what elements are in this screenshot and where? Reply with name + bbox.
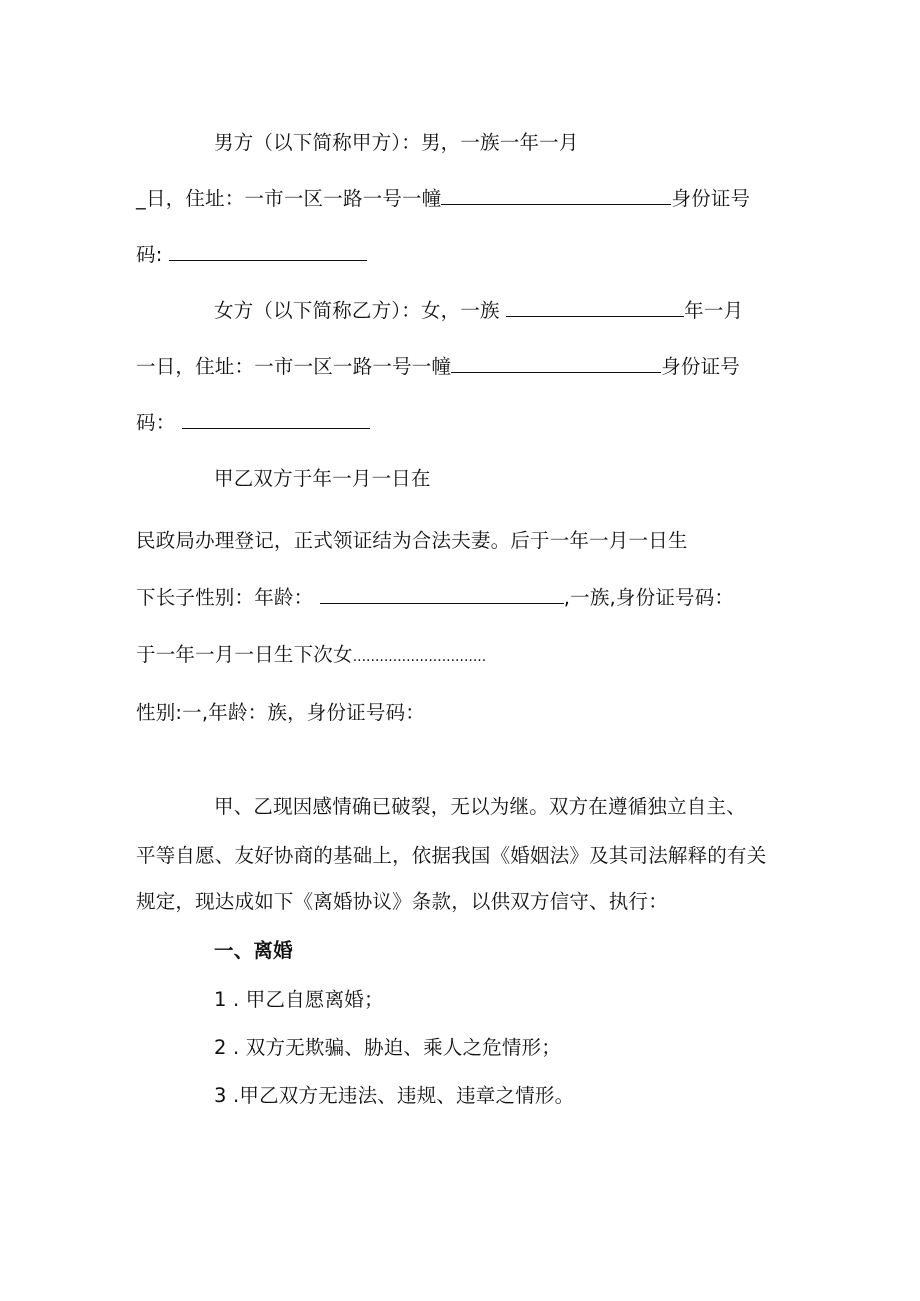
clause-1-2: 2 . 双方无欺骗、胁迫、乘人之危情形； (214, 1036, 562, 1059)
section-1-item-1 (214, 987, 384, 1013)
daughter-info-text: 性别:一,年龄：族，身份证号码： (136, 701, 425, 724)
party-b-id-blank (182, 410, 370, 429)
section-1-heading (214, 938, 293, 964)
party-a-id-label: 身份证号 (671, 187, 751, 210)
party-a-address-blank (441, 186, 671, 205)
marriage-line-4 (136, 642, 486, 670)
marriage-line-3 (136, 585, 734, 611)
clause-1-3: 3 .甲乙双方无违法、违规、违章之情形。 (214, 1084, 575, 1107)
party-a-address: _日，住址：一市一区一路一号一幢 (136, 187, 442, 210)
marriage-registration-text: 民政局办理登记，正式领证结为合法夫妻。后于一年一月一日生 (136, 529, 688, 552)
party-b-id-label: 身份证号 (661, 355, 741, 378)
party-a-id-blank (169, 242, 367, 261)
preamble-line-1 (214, 794, 746, 820)
marriage-date-text: 甲乙双方于年一月一日在 (214, 467, 431, 490)
party-a-line-2 (136, 186, 750, 212)
party-a-line-1 (214, 130, 579, 156)
party-b-line-2 (136, 354, 740, 380)
son-info-label: 下长子性别：年龄： (136, 586, 314, 609)
preamble-line-3 (136, 889, 668, 915)
daughter-birth-text: 于一年一月一日生下次女 (136, 643, 353, 666)
marriage-line-5 (136, 700, 425, 726)
preamble-line-2 (136, 843, 766, 869)
son-id-label: ,一族,身份证号码： (563, 586, 735, 609)
section-1-item-3 (214, 1083, 574, 1109)
preamble-text-1: 甲、乙现因感情确已破裂，无以为继。双方在遵循独立自主、 (214, 795, 746, 818)
party-b-intro: 女方（以下简称乙方）：女，一族 (214, 299, 500, 322)
party-b-birth-suffix: 年一月 (684, 299, 744, 322)
party-a-line-3 (136, 242, 367, 268)
daughter-dots: .............................. (352, 649, 487, 665)
party-b-address: 一日，住址：一市一区一路一号一幢 (136, 355, 452, 378)
section-1-title: 一、离婚 (214, 939, 293, 962)
party-b-line-3 (136, 410, 370, 436)
party-b-line-1 (214, 298, 743, 324)
marriage-line-2 (136, 528, 688, 554)
son-age-blank (320, 585, 564, 604)
party-b-year-blank (506, 298, 684, 317)
marriage-line-1 (214, 466, 431, 492)
party-a-id-label-cont: 码: (136, 243, 163, 266)
clause-1-1: 1 . 甲乙自愿离婚； (214, 988, 384, 1011)
preamble-text-2: 平等自愿、友好协商的基础上，依据我国《婚姻法》及其司法解释的有关 (136, 844, 767, 867)
preamble-text-3: 规定，现达成如下《离婚协议》条款，以供双方信守、执行： (136, 890, 668, 913)
section-1-item-2 (214, 1035, 561, 1061)
party-b-address-blank (451, 354, 661, 373)
party-b-id-label-cont: 码： (136, 411, 176, 434)
party-a-intro: 男方（以下简称甲方）：男，一族一年一月 (214, 131, 579, 154)
